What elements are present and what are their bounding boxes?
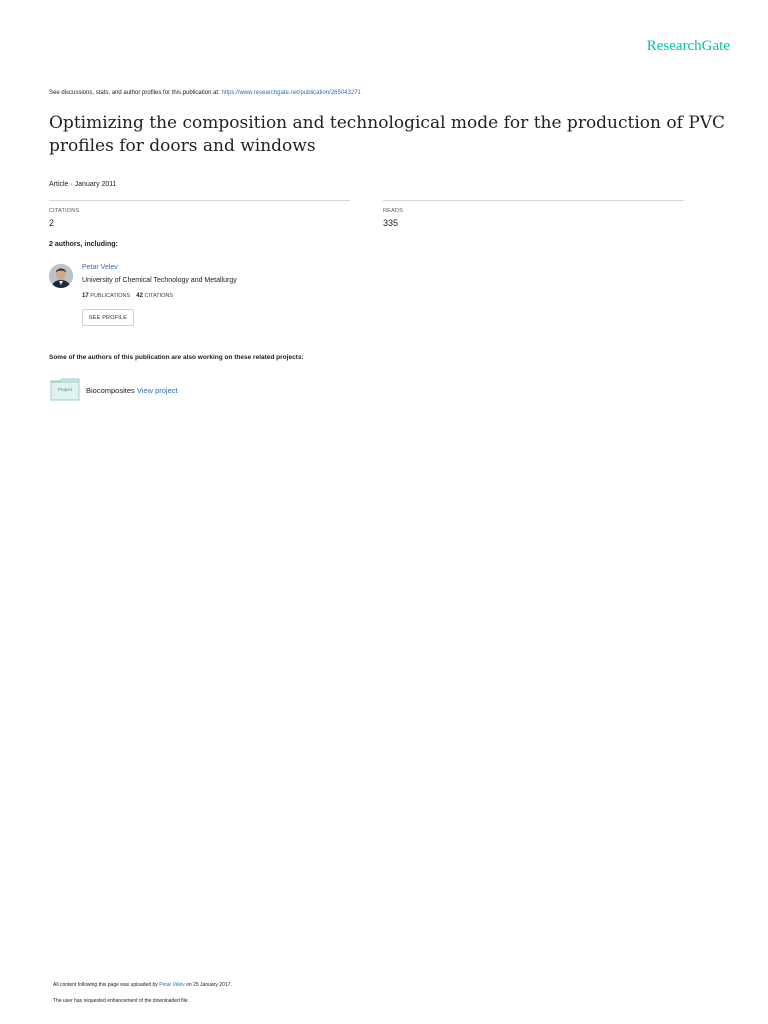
author-publications-count: 17 [82, 293, 89, 299]
author-publications-label: PUBLICATIONS [90, 293, 131, 299]
author-avatar[interactable] [49, 264, 73, 288]
project-folder-icon[interactable] [50, 378, 80, 401]
upload-suffix: on 25 January 2017. [184, 982, 232, 988]
publication-title: Optimizing the composition and technological mode for the production of PVC profiles for doors and windows [49, 113, 726, 156]
author-citations-label: CITATIONS [144, 293, 174, 299]
upload-note [53, 982, 232, 988]
see-profile-button[interactable]: SEE PROFILE [82, 309, 134, 326]
project-icon-label: Project [57, 387, 72, 392]
researchgate-logo: ResearchGate [646, 38, 730, 54]
project-entry [86, 386, 178, 395]
project-name: Biocomposites [86, 386, 135, 395]
discussion-note [49, 90, 361, 96]
avatar-photo-icon [49, 264, 73, 288]
related-projects-heading: Some of the authors of this publication are also working on these related projects: [49, 354, 304, 361]
citations-label: CITATIONS [49, 208, 80, 214]
view-project-link[interactable]: View project [136, 386, 178, 395]
authors-heading: 2 authors, including: [49, 241, 118, 248]
citations-value: 2 [49, 218, 55, 228]
publication-url-link[interactable]: https://www.researchgate.net/publication/265043271 [221, 90, 361, 96]
author-name-link[interactable]: Petar Velev [82, 264, 118, 271]
discussion-prefix: See discussions, stats, and author profiles for this publication at: [49, 90, 222, 96]
enhancement-note: The user has requested enhancement of the downloaded file. [53, 998, 189, 1004]
upload-prefix: All content following this page was uploaded by [53, 982, 160, 988]
author-institution: University of Chemical Technology and Metallurgy [82, 277, 237, 284]
author-stats [82, 293, 173, 299]
reads-value: 335 [383, 218, 399, 228]
author-citations-count: 42 [136, 293, 143, 299]
reads-label: READS [383, 208, 403, 214]
divider-citations [49, 200, 350, 201]
divider-reads [383, 200, 684, 201]
publication-meta: Article · January 2011 [49, 181, 117, 188]
uploader-link[interactable]: Petar Velev [159, 982, 185, 988]
